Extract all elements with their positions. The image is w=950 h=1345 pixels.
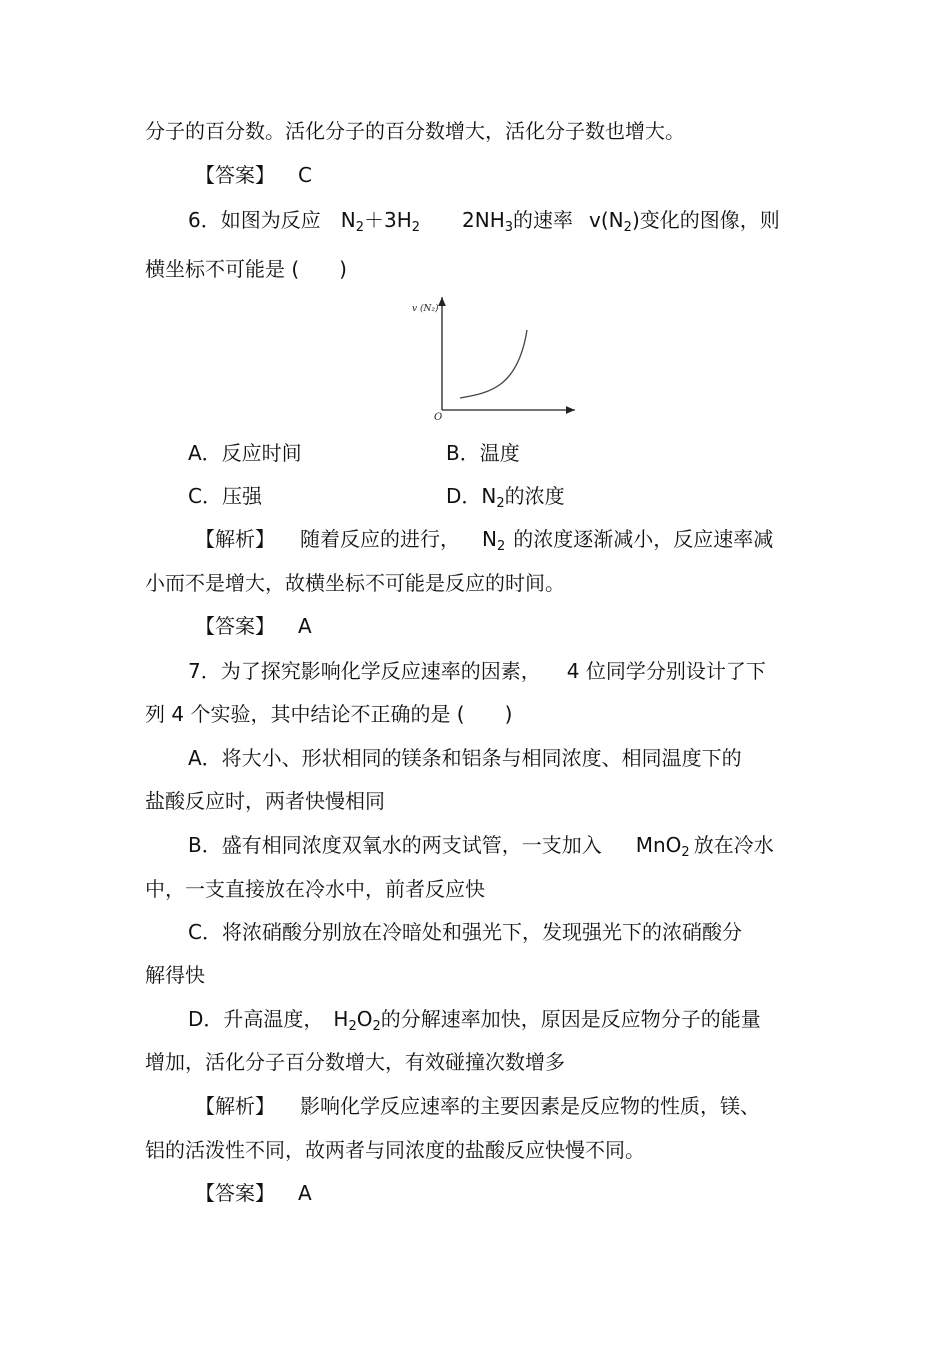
q6-number: 6．如图为反应: [188, 208, 321, 232]
q6-product-nh3: $2NH_3$: [462, 208, 514, 235]
q6-option-c: C．压强: [188, 484, 262, 508]
answer-value: C: [298, 163, 312, 187]
q7-option-b-line-1: B．盛有相同浓度双氧水的两支试管，一支加入 MnO$_2$ 放在冷水: [188, 833, 774, 860]
question-7-line-2: 列 4 个实验，其中结论不正确的是 ( ): [145, 702, 513, 726]
explanation-6-line-2: 小而不是增大，故横坐标不可能是反应的时间。: [145, 571, 565, 595]
explanation-7-line-1: 影响化学反应速率的主要因素是反应物的性质，镁、: [300, 1094, 760, 1118]
answer-value: A: [298, 1181, 312, 1205]
q6-option-a: A．反应时间: [188, 441, 302, 465]
q6-rate-text: 的速率: [513, 208, 574, 232]
q7-option-a-line-1: A．将大小、形状相同的镁条和铝条与相同浓度、相同温度下的: [188, 746, 742, 770]
explanation-6-line-1: 随着反应的进行， $N_2$ 的浓度逐渐减小，反应速率减: [300, 527, 774, 554]
q7-option-d-line-2: 增加，活化分子百分数增大，有效碰撞次数增多: [145, 1050, 565, 1074]
q6-tail-text: )变化的图像，则: [631, 208, 780, 232]
q6-option-b: B．温度: [446, 441, 520, 465]
question-7-line-1: 7．为了探究影响化学反应速率的因素， 4 位同学分别设计了下: [188, 659, 766, 683]
question-6-line-1: [188, 207, 780, 233]
q7-option-c-line-1: C．将浓硝酸分别放在冷暗处和强光下，发现强光下的浓硝酸分: [188, 920, 742, 944]
explanation-7-line-2: 铝的活泼性不同，故两者与同浓度的盐酸反应快慢不同。: [145, 1138, 645, 1162]
origin-label: O: [434, 412, 443, 423]
rate-curve: [460, 330, 527, 398]
explanation-label: 【解析】: [195, 527, 275, 551]
answer-label: 【答案】: [195, 163, 275, 187]
q7-option-a-line-2: 盐酸反应时，两者快慢相同: [145, 789, 385, 813]
answer-label: 【答案】: [195, 614, 275, 638]
q7-option-b-line-2: 中，一支直接放在冷水中，前者反应快: [145, 877, 485, 901]
text-line: 分子的百分数。活化分子的百分数增大，活化分子数也增大。: [145, 119, 685, 143]
y-axis-label: v (N₂): [412, 304, 439, 314]
answer-label: 【答案】: [195, 1181, 275, 1205]
explanation-label: 【解析】: [195, 1094, 275, 1118]
q7-option-c-line-2: 解得快: [145, 963, 205, 987]
q6-option-d: D．$N_2$的浓度: [446, 484, 565, 511]
answer-value: A: [298, 614, 312, 638]
q6-reactant-h2: $+3H_2$: [363, 208, 421, 235]
q6-reactant-n2: $N_2$: [340, 208, 364, 235]
q6-rate-symbol: $v(N_2$: [589, 208, 632, 235]
q7-option-d-line-1: D．升高温度， $H_2O_2$的分解速率加快，原因是反应物分子的能量: [188, 1007, 761, 1034]
question-6-line-2: 横坐标不可能是 ( ): [145, 257, 347, 281]
rate-graph: [410, 295, 585, 425]
